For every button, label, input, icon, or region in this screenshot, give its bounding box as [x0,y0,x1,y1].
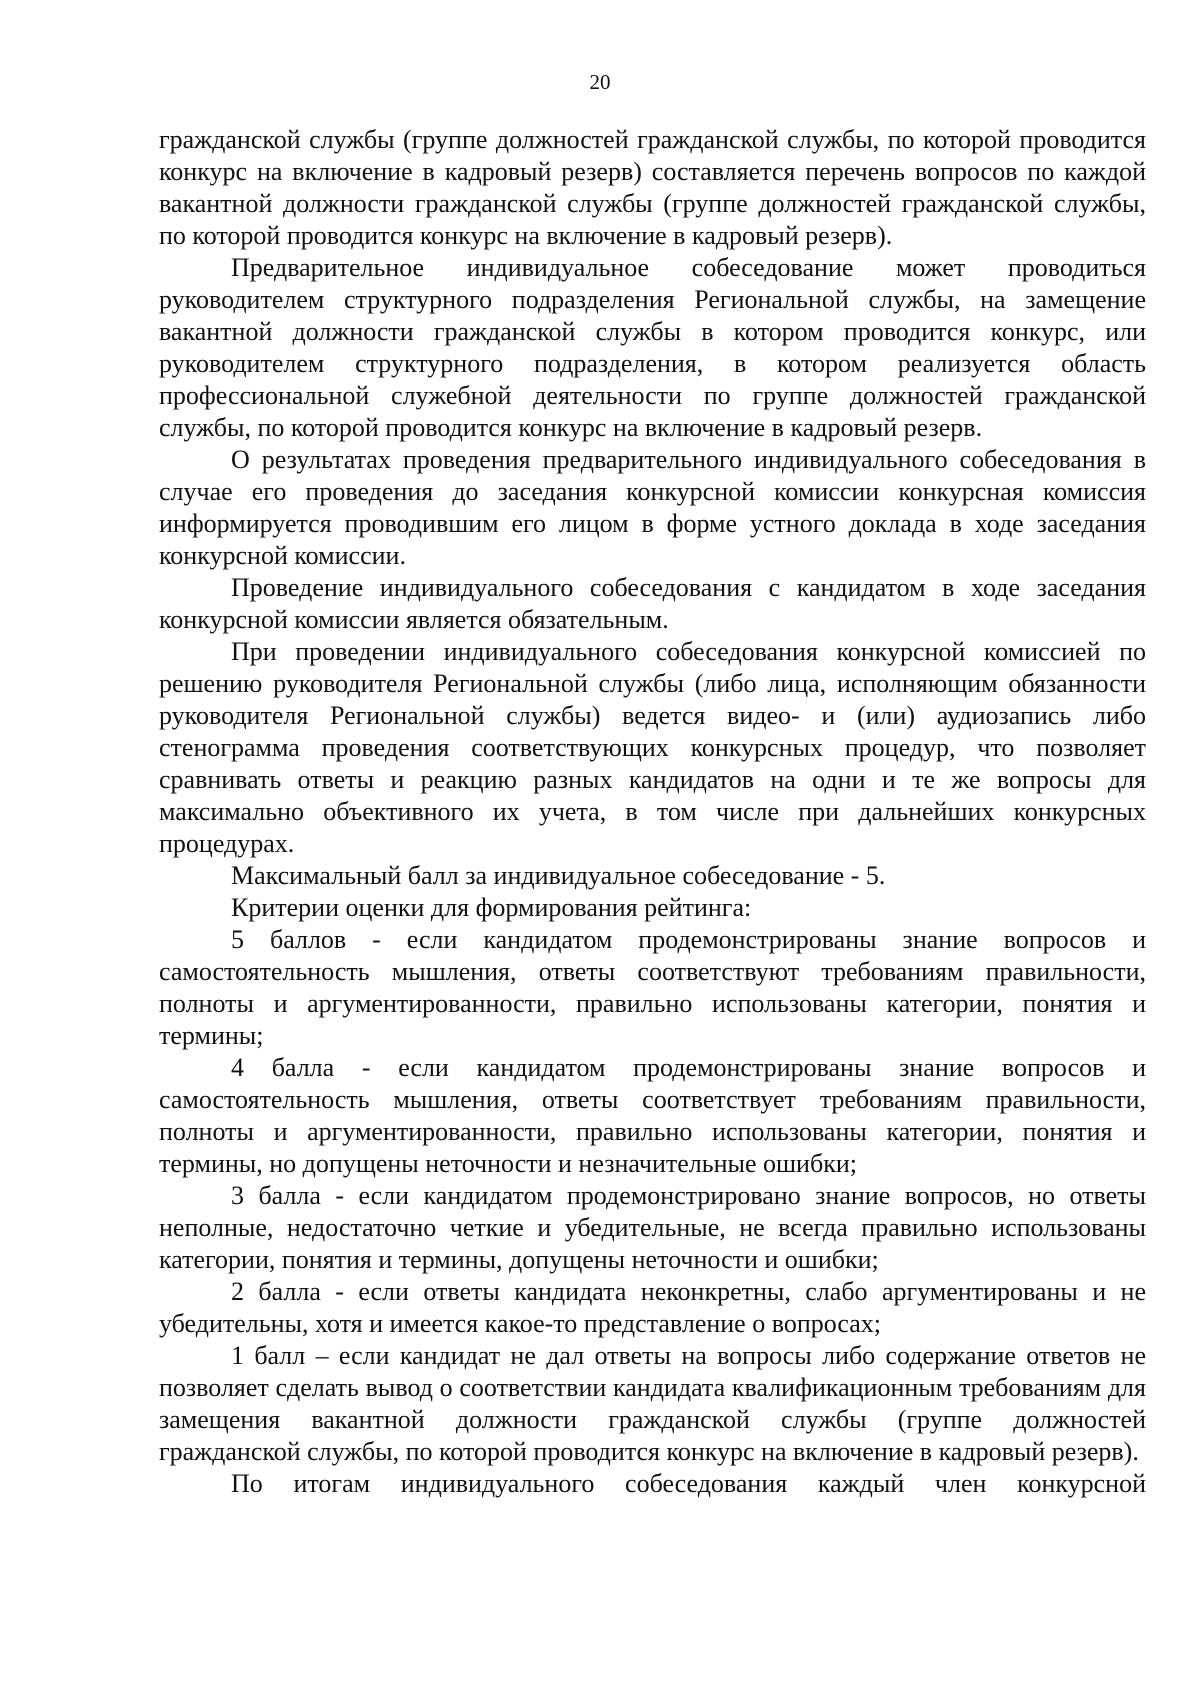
criterion-1-point: 1 балл – если кандидат не дал ответы на вопросы либо содержание ответов не позволяет сделать вывод о соответствии кандидата квалификационным требованиям для замещения вакантной должности гражданской службы (группе должностей гражданской службы, по которой проводится конкурс на включение в кадровый резерв). [159,1341,1146,1466]
criterion-5-points: 5 баллов - если кандидатом продемонстрированы знание вопросов и самостоятельность мышления, ответы соответствуют требованиям правильности, полноты и аргументированности, правильно использованы категории, понятия и термины; [159,925,1146,1050]
criterion-3-points: 3 балла - если кандидатом продемонстрировано знание вопросов, но ответы неполные, недостаточно четкие и убедительные, не всегда правильно использованы категории, понятия и термины, допущены неточности и ошибки; [159,1181,1146,1274]
criterion-4-points: 4 балла - если кандидатом продемонстрированы знание вопросов и самостоятельность мышления, ответы соответствует требованиям правильности, полноты и аргументированности, правильно использованы категории, понятия и термины, но допущены неточности и незначительные ошибки; [159,1053,1146,1178]
paragraph-mandatory-interview: Проведение индивидуального собеседования с кандидатом в ходе заседания конкурсной комиссии является обязательным. [159,573,1146,634]
paragraph-max-score: Максимальный балл за индивидуальное собеседование - 5. [231,861,886,890]
paragraph-recording: При проведении индивидуального собеседования конкурсной комиссией по решению руководителя Региональной службы (либо лица, исполняющим обязанности руководителя Региональной службы) ведется видео- и (или) аудиозапись либо стенограмма проведения соответствующих конкурсных процедур, что позволяет сравнивать ответы и реакцию разных кандидатов на одни и те же вопросы для максимально объективного их учета, в том числе при дальнейших конкурсных процедурах. [159,637,1146,858]
page-number: 20 [589,70,611,94]
paragraph-preliminary-interview: Предварительное индивидуальное собеседование может проводиться руководителем структурного подразделения Региональной службы, на замещение вакантной должности гражданской службы в котором проводится конкурс, или руководителем структурного подразделения, в котором реализуется область профессиональной служебной деятельности по группе должностей гражданской службы, по которой проводится конкурс на включение в кадровый резерв. [159,253,1146,442]
paragraph-criteria-heading: Критерии оценки для формирования рейтинга: [231,893,752,922]
criterion-2-points: 2 балла - если ответы кандидата неконкретны, слабо аргументированы и не убедительны, хотя и имеется какое-то представление о вопросах; [159,1277,1146,1338]
paragraph-interview-results: О результатах проведения предварительного индивидуального собеседования в случае его проведения до заседания конкурсной комиссии конкурсная комиссия информируется проводившим его лицом в форме устного доклада в ходе заседания конкурсной комиссии. [159,445,1146,570]
paragraph-continuation: гражданской службы (группе должностей гражданской службы, по которой проводится конкурс на включение в кадровый резерв) составляется перечень вопросов по каждой вакантной должности гражданской службы (группе должностей гражданской службы, по которой проводится конкурс на включение в кадровый резерв). [159,125,1146,250]
document-body [159,124,1146,1500]
paragraph-final-partial: По итогам индивидуального собеседования каждый член конкурсной [231,1469,1146,1498]
